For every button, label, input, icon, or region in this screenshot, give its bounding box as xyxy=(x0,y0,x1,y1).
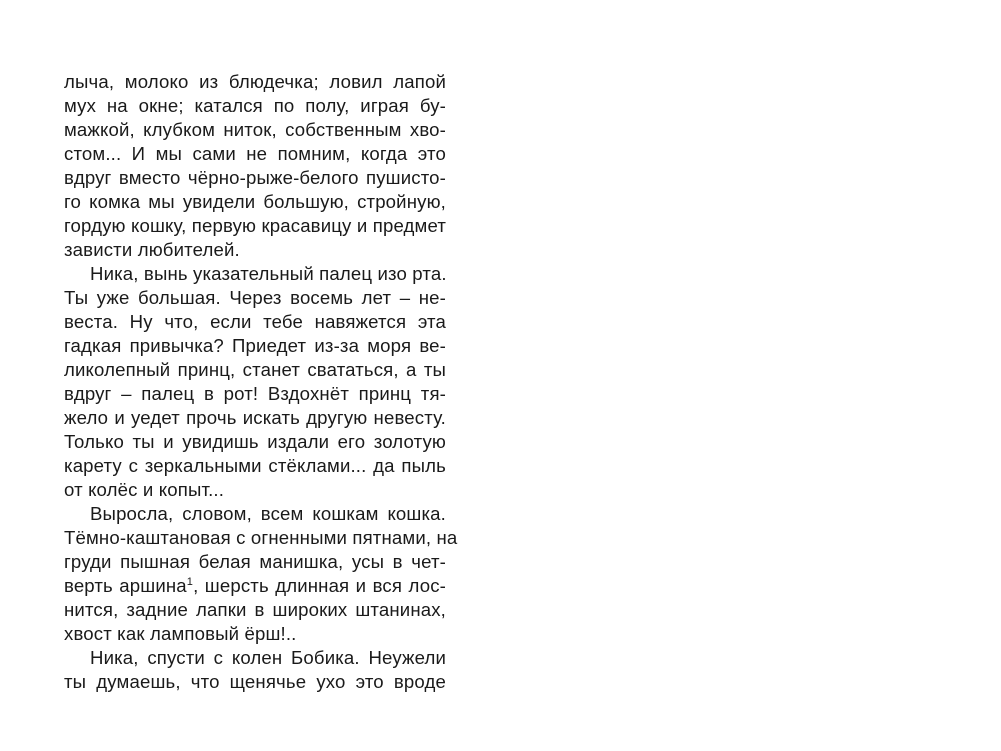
text-line: Только ты и увидишь издали его золотую xyxy=(64,431,446,452)
text-page xyxy=(0,0,500,751)
text-line: Выросла, словом, всем кошкам кошка. xyxy=(90,503,446,524)
text-line: Ника, вынь указательный палец изо рта. xyxy=(90,263,447,284)
text-line: веста. Ну что, если тебе навяжется эта xyxy=(64,311,446,332)
text-line: груди пышная белая манишка, усы в чет- xyxy=(64,551,446,572)
text-line: вдруг – палец в рот! Вздохнёт принц тя- xyxy=(64,383,446,404)
footnote-marker: 1 xyxy=(186,576,194,588)
text-line: вдруг вместо чёрно-рыже-белого пушисто- xyxy=(64,167,446,188)
text-line: стом... И мы сами не помним, когда это xyxy=(64,143,446,164)
text-line: нится, задние лапки в широких штанинах, xyxy=(64,599,446,620)
text-line: Тёмно-каштановая с огненными пятнами, на xyxy=(64,527,458,548)
text-line: ликолепный принц, станет свататься, а ты xyxy=(64,359,446,380)
text-line: лыча, молоко из блюдечка; ловил лапой xyxy=(64,71,446,92)
text-line: хвост как ламповый ёрш!.. xyxy=(64,623,297,644)
text-line: мух на окне; катался по полу, играя бу- xyxy=(64,95,446,116)
text-line: ты думаешь, что щенячье ухо это вроде xyxy=(64,671,446,692)
text-line: го комка мы увидели большую, стройную, xyxy=(64,191,446,212)
text-fragment: верть аршина xyxy=(64,575,187,596)
text-line: жело и уедет прочь искать другую невесту. xyxy=(64,407,446,428)
text-line: карету с зеркальными стёклами... да пыль xyxy=(64,455,446,476)
text-line: от колёс и копыт... xyxy=(64,479,225,500)
text-line: гадкая привычка? Приедет из-за моря ве- xyxy=(64,335,446,356)
text-line: Ника, спусти с колен Бобика. Неужели xyxy=(90,647,446,668)
text-line: гордую кошку, первую красавицу и предмет xyxy=(64,215,446,236)
text-fragment: , шерсть длинная и вся лос- xyxy=(193,575,446,596)
text-line: Ты уже большая. Через восемь лет – не- xyxy=(64,287,446,308)
text-line: мажкой, клубком ниток, собственным хво- xyxy=(64,119,446,140)
text-line-with-footnote xyxy=(64,574,446,598)
text-line: зависти любителей. xyxy=(64,239,240,260)
